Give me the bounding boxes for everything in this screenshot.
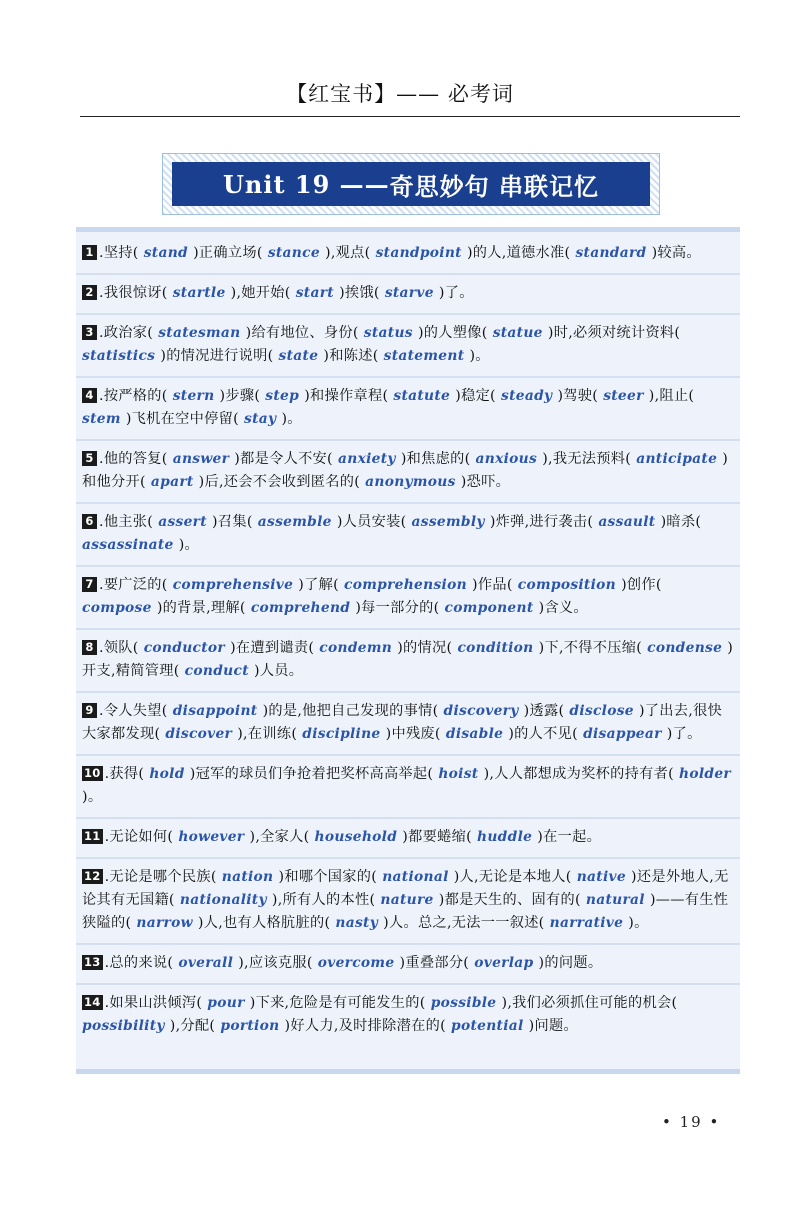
english-word: status	[358, 325, 418, 341]
english-word: statute	[388, 388, 456, 404]
chinese-text: )步骤(	[219, 388, 261, 404]
list-item	[76, 441, 740, 504]
chinese-text: )中残废(	[385, 726, 441, 742]
english-word: natural	[580, 892, 650, 908]
chinese-text: 按严格的(	[103, 388, 168, 404]
item-number-badge: 5	[82, 451, 97, 466]
english-word: comprehension	[338, 577, 473, 593]
english-word: statue	[487, 325, 548, 341]
english-word: apart	[145, 474, 199, 490]
header-rule	[80, 116, 740, 117]
unit-label: Unit 19 ——	[222, 169, 390, 199]
item-number-dot: .	[104, 829, 110, 845]
english-word: household	[309, 829, 403, 845]
chinese-text: ),全家人(	[249, 829, 310, 845]
chinese-text: )正确立场(	[193, 245, 263, 261]
item-number-dot: .	[104, 995, 110, 1011]
english-word: however	[173, 829, 250, 845]
english-word: condemn	[314, 640, 398, 656]
english-word: assembly	[406, 514, 490, 530]
chinese-text: ),人人都想成为奖杯的持有者(	[483, 766, 674, 782]
english-word: native	[571, 869, 632, 885]
english-word: anxious	[470, 451, 543, 467]
english-word: anonymous	[360, 474, 461, 490]
english-word: conductor	[138, 640, 231, 656]
chinese-text: ),所有人的本性(	[271, 892, 376, 908]
item-number-dot: .	[104, 955, 110, 971]
chinese-text: )炸弹,进行袭击(	[489, 514, 594, 530]
english-word: overlap	[469, 955, 539, 971]
english-word: starve	[379, 285, 439, 301]
item-number-dot: .	[104, 869, 110, 885]
item-number-badge: 8	[82, 640, 97, 655]
chinese-text: )稳定(	[455, 388, 496, 404]
list-item	[76, 235, 740, 275]
item-number-dot: .	[99, 577, 104, 593]
list-item	[76, 693, 740, 756]
item-number-badge: 4	[82, 388, 97, 403]
english-word: stance	[262, 245, 326, 261]
chinese-text: )后,还会不会收到匿名的(	[198, 474, 361, 490]
english-word: conduct	[179, 663, 254, 679]
chinese-text: )驾驶(	[557, 388, 599, 404]
english-word: narrow	[131, 915, 198, 931]
unit-banner-inner	[172, 162, 650, 206]
chinese-text: )的是,他把自己发现的事情(	[262, 703, 439, 719]
item-number-dot: .	[104, 766, 110, 782]
english-word: answer	[167, 451, 235, 467]
english-word: state	[273, 348, 324, 364]
english-word: nature	[375, 892, 439, 908]
english-word: overcome	[312, 955, 400, 971]
chinese-text: )的情况(	[397, 640, 453, 656]
english-word: nasty	[330, 915, 384, 931]
item-number-badge: 2	[82, 285, 97, 300]
chinese-text: ),她开始(	[230, 285, 291, 301]
chinese-text: )人。总之,无法一一叙述(	[383, 915, 545, 931]
list-item	[76, 819, 740, 859]
chinese-text: 他主张(	[103, 514, 154, 530]
chinese-text: )下,不得不压缩(	[538, 640, 643, 656]
english-word: statement	[378, 348, 470, 364]
chinese-text: )了。	[666, 726, 702, 742]
english-word: stay	[238, 411, 282, 427]
unit-banner	[162, 153, 660, 215]
chinese-text: 如果山洪倾泻(	[109, 995, 203, 1011]
chinese-text: )重叠部分(	[399, 955, 470, 971]
chinese-text: 总的来说(	[109, 955, 174, 971]
english-word: narrative	[544, 915, 629, 931]
english-word: nation	[216, 869, 279, 885]
english-word: possibility	[82, 1018, 170, 1034]
chinese-text: )给有地位、身份(	[245, 325, 359, 341]
chinese-text: )恐吓。	[460, 474, 511, 490]
list-item	[76, 567, 740, 630]
english-word: disappoint	[167, 703, 263, 719]
english-word: assassinate	[82, 537, 179, 553]
chinese-text: ),在训练(	[237, 726, 298, 742]
chinese-text: )下来,危险是有可能发生的(	[249, 995, 426, 1011]
chinese-text: )的问题。	[538, 955, 603, 971]
english-word: discover	[160, 726, 238, 742]
english-word: huddle	[471, 829, 538, 845]
list-item	[76, 315, 740, 378]
english-word: stand	[138, 245, 194, 261]
english-word: steer	[598, 388, 649, 404]
chinese-text: )了解(	[298, 577, 339, 593]
english-word: hoist	[433, 766, 484, 782]
english-word: component	[439, 600, 539, 616]
item-number-badge: 9	[82, 703, 97, 718]
chinese-text: )了出去,很快大家都发现(	[82, 703, 723, 742]
english-word: standard	[570, 245, 652, 261]
chinese-text: )创作(	[621, 577, 662, 593]
chinese-text: ),我无法预料(	[542, 451, 632, 467]
chinese-text: )较高。	[651, 245, 701, 261]
chinese-text: )在一起。	[537, 829, 602, 845]
chinese-text: )和操作章程(	[304, 388, 389, 404]
chinese-text: )暗杀(	[660, 514, 702, 530]
chinese-text: )都是令人不安(	[234, 451, 333, 467]
chinese-text: 无论如何(	[109, 829, 174, 845]
chinese-text: 我很惊讶(	[103, 285, 168, 301]
chinese-text: )挨饿(	[339, 285, 380, 301]
english-word: steady	[495, 388, 558, 404]
english-word: assemble	[252, 514, 337, 530]
item-number-dot: .	[99, 703, 104, 719]
chinese-text: 获得(	[109, 766, 145, 782]
chinese-text: 领队(	[103, 640, 139, 656]
item-number-dot: .	[99, 514, 104, 530]
english-word: anticipate	[631, 451, 723, 467]
item-number-badge: 7	[82, 577, 97, 592]
list-item	[76, 504, 740, 567]
sentence-list	[76, 235, 740, 1046]
english-word: hold	[144, 766, 190, 782]
chinese-text: )还是外地人,无论其有无国籍(	[82, 869, 729, 908]
english-word: possible	[425, 995, 502, 1011]
chinese-text: ),阻止(	[648, 388, 695, 404]
list-item	[76, 378, 740, 441]
chinese-text: )时,必须对统计资料(	[547, 325, 681, 341]
chinese-text: )好人力,及时排除潜在的(	[284, 1018, 446, 1034]
item-number-badge: 12	[84, 869, 101, 883]
chinese-text: 令人失望(	[103, 703, 168, 719]
chinese-text: )和他分开(	[82, 451, 729, 490]
english-word: nationality	[174, 892, 272, 908]
chinese-text: )每一部分的(	[355, 600, 440, 616]
english-word: disclose	[564, 703, 639, 719]
item-number-badge: 10	[84, 766, 101, 780]
item-number-badge: 3	[82, 325, 97, 340]
list-item	[76, 630, 740, 693]
english-word: compose	[82, 600, 157, 616]
english-word: comprehend	[245, 600, 356, 616]
english-word: overall	[173, 955, 239, 971]
chinese-text: )含义。	[538, 600, 588, 616]
chinese-text: )和陈述(	[323, 348, 379, 364]
english-word: discipline	[297, 726, 386, 742]
chinese-text: )问题。	[528, 1018, 578, 1034]
chinese-text: )透露(	[523, 703, 565, 719]
chinese-text: )冠军的球员们争抢着把奖杯高高举起(	[189, 766, 434, 782]
chinese-text: )。	[469, 348, 490, 364]
chinese-text: 他的答复(	[103, 451, 168, 467]
chinese-text: )和焦虑的(	[400, 451, 471, 467]
item-number-dot: .	[99, 388, 104, 404]
english-word: potential	[445, 1018, 529, 1034]
chinese-text: ),观点(	[325, 245, 371, 261]
chinese-text: )的情况进行说明(	[160, 348, 274, 364]
chinese-text: )。	[178, 537, 200, 553]
chinese-text: )。	[628, 915, 649, 931]
chinese-text: )——有生性狭隘的(	[82, 892, 729, 931]
chinese-text: ),我们必须抓住可能的机会(	[501, 995, 678, 1011]
chinese-text: )开支,精简管理(	[82, 640, 734, 679]
chinese-text: )人员。	[253, 663, 304, 679]
item-number-dot: .	[99, 285, 104, 301]
english-word: assert	[153, 514, 213, 530]
english-word: anxiety	[332, 451, 401, 467]
english-word: assault	[593, 514, 661, 530]
english-word: stem	[82, 411, 126, 427]
list-item	[76, 756, 740, 819]
english-word: startle	[167, 285, 231, 301]
english-word: national	[377, 869, 454, 885]
list-item	[76, 275, 740, 315]
item-number-dot: .	[99, 640, 104, 656]
chinese-text: 坚持(	[103, 245, 139, 261]
chinese-text: 要广泛的(	[103, 577, 168, 593]
item-number-badge: 14	[84, 995, 101, 1009]
chinese-text: )作品(	[472, 577, 513, 593]
chinese-text: )。	[281, 411, 302, 427]
item-number-dot: .	[99, 245, 104, 261]
chinese-text: )都要蜷缩(	[402, 829, 472, 845]
english-word: comprehensive	[167, 577, 299, 593]
chinese-text: 政治家(	[103, 325, 154, 341]
english-word: stern	[167, 388, 220, 404]
english-word: portion	[215, 1018, 285, 1034]
english-word: disable	[440, 726, 509, 742]
page-number: • 19 •	[662, 1113, 721, 1131]
english-word: start	[290, 285, 340, 301]
chinese-text: )。	[82, 789, 103, 805]
english-word: pour	[202, 995, 250, 1011]
chinese-text: )和哪个国家的(	[278, 869, 378, 885]
chinese-text: )的人,道德水准(	[466, 245, 571, 261]
english-word: standpoint	[370, 245, 467, 261]
chinese-text: )人员安装(	[336, 514, 407, 530]
chinese-text: )飞机在空中停留(	[125, 411, 239, 427]
english-word: composition	[512, 577, 622, 593]
list-item	[76, 945, 740, 985]
item-number-dot: .	[99, 325, 104, 341]
chinese-text: )的背景,理解(	[156, 600, 246, 616]
list-item	[76, 859, 740, 945]
item-number-dot: .	[99, 451, 104, 467]
chinese-text: ),分配(	[169, 1018, 216, 1034]
english-word: statesman	[153, 325, 246, 341]
item-number-badge: 11	[84, 829, 101, 843]
list-item	[76, 985, 740, 1046]
chinese-text: ),应该克服(	[238, 955, 313, 971]
english-word: statistics	[82, 348, 161, 364]
item-number-badge: 1	[82, 245, 97, 260]
item-number-badge: 13	[84, 955, 101, 969]
english-word: condense	[642, 640, 728, 656]
english-word: condition	[452, 640, 539, 656]
item-number-badge: 6	[82, 514, 97, 529]
chinese-text: )召集(	[212, 514, 253, 530]
chinese-text: )在遭到谴责(	[230, 640, 315, 656]
chinese-text: )人,无论是本地人(	[453, 869, 572, 885]
english-word: disappear	[577, 726, 667, 742]
chinese-text: )的人塑像(	[417, 325, 488, 341]
english-word: step	[260, 388, 305, 404]
chinese-text: )都是天生的、固有的(	[438, 892, 581, 908]
unit-title: 奇思妙句 串联记忆	[389, 172, 600, 201]
chinese-text: )了。	[438, 285, 474, 301]
chinese-text: )的人不见(	[508, 726, 578, 742]
english-word: discovery	[438, 703, 524, 719]
chinese-text: )人,也有人格肮脏的(	[197, 915, 331, 931]
english-word: holder	[673, 766, 731, 782]
page-header-title: 【红宝书】—— 必考词	[286, 82, 514, 106]
chinese-text: 无论是哪个民族(	[109, 869, 217, 885]
